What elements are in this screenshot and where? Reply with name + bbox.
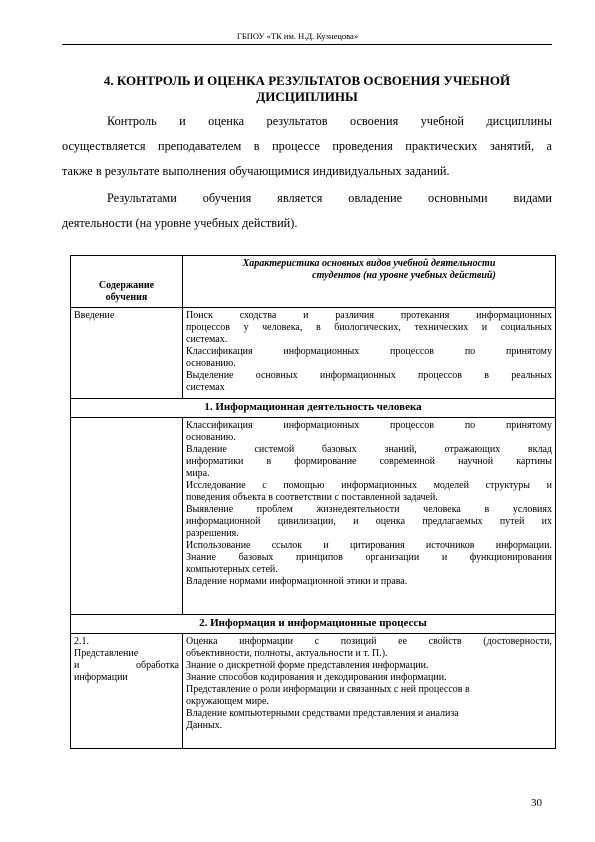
col-header-activity-line2: студентов (на уровне учебных действий)	[312, 270, 496, 281]
activity-line: системах.	[186, 334, 228, 345]
section-heading-1: 1. Информационная деятельность человека	[71, 399, 556, 418]
activity-line: мира.	[186, 468, 210, 479]
table-row	[71, 418, 556, 615]
activity-line: Выявление проблем жизнедеятельности человека в условиях	[186, 504, 552, 515]
topic-line: информации	[74, 672, 128, 683]
topic-cell: Введение	[71, 308, 183, 399]
activity-line: Поиск сходства и различия протекания информационных	[186, 310, 552, 321]
activity-line: Владение компьютерными средствами представления и анализа	[186, 708, 459, 719]
page-number: 30	[531, 797, 542, 809]
table-header-row	[71, 256, 556, 308]
activity-line: Знание о дискретной форме представления информации.	[186, 660, 429, 671]
activity-line: Владение системой базовых знаний, отражающих вклад	[186, 444, 552, 455]
col-header-activity-line1: Характеристика основных видов учебной деятельности	[242, 258, 496, 269]
paragraph-2-line2: деятельности (на уровне учебных действий).	[62, 216, 298, 230]
activity-line: Исследование с помощью информационных моделей структуры и	[186, 480, 552, 491]
section-row	[71, 615, 556, 634]
activity-cell	[183, 634, 556, 749]
col-header-activity	[183, 256, 556, 308]
activity-line: Знание способов кодирования и декодирования информации.	[186, 672, 447, 683]
activity-line: системах	[186, 382, 225, 393]
header-divider	[62, 44, 552, 45]
activity-line: основанию.	[186, 432, 236, 443]
activity-line: информатики в формирование современной научной картины	[186, 456, 552, 467]
table-row	[71, 634, 556, 749]
activity-line: Представление о роли информации и связанных с ней процессов в	[186, 684, 470, 695]
paragraph-1-line3: также в результате выполнения обучающимися индивидуальных заданий.	[62, 164, 450, 178]
section-title-line2: ДИСЦИПЛИНЫ	[256, 89, 358, 104]
activity-line: объективности, полноты, актуальности и т. П.).	[186, 648, 388, 659]
activity-line: Владение нормами информационной этики и права.	[186, 576, 408, 587]
paragraph-1-line2: осуществляется преподавателем в процессе проведения практических занятий, а	[62, 139, 552, 153]
col-header-content-line1: Содержание	[98, 280, 155, 291]
activity-line: Использование ссылок и цитирования источников информации.	[186, 540, 552, 551]
activity-line: Классификация информационных процессов по принятому	[186, 420, 552, 431]
activity-line: компьютерных сетей.	[186, 564, 278, 575]
results-table	[70, 255, 556, 749]
topic-cell	[71, 418, 183, 615]
activity-cell	[183, 418, 556, 615]
activity-line: основанию.	[186, 358, 236, 369]
activity-line: информационной цивилизации, и оценка предлагаемых путей их	[186, 516, 552, 527]
activity-line: Выделение основных информационных процессов в реальных	[186, 370, 552, 381]
paragraph-1-line1: Контроль и оценка результатов освоения учебной дисциплины	[107, 114, 552, 128]
activity-line: разрешения.	[186, 528, 239, 539]
col-header-content	[71, 256, 183, 308]
activity-line: Знание базовых принципов организации и функционирования	[186, 552, 552, 563]
topic-line: 2.1.	[74, 636, 89, 647]
paragraph-2-line1: Результатами обучения является овладение основными видами	[107, 191, 552, 205]
topic-cell	[71, 634, 183, 749]
activity-line: Данных.	[186, 720, 223, 731]
activity-line: Классификация информационных процессов по принятому	[186, 346, 552, 357]
paragraph-2	[62, 186, 552, 236]
section-title-line1: 4. КОНТРОЛЬ И ОЦЕНКА РЕЗУЛЬТАТОВ ОСВОЕНИЯ УЧЕБНОЙ	[103, 73, 511, 88]
activity-line: процессов у человека, в биологических, технических и социальных	[186, 322, 552, 333]
section-title	[62, 73, 552, 105]
table-row	[71, 308, 556, 399]
section-heading-2: 2. Информация и информационные процессы	[71, 615, 556, 634]
page-header: ГБПОУ «ТК им. Н.Д. Кузнецова»	[236, 31, 359, 41]
activity-line: Оценка информации с позиций ее свойств (достоверности,	[186, 636, 552, 647]
activity-line: поведения объекта в соответствии с поставленной задачей.	[186, 492, 438, 503]
activity-cell	[183, 308, 556, 399]
section-row	[71, 399, 556, 418]
topic-line: и обработка	[74, 660, 179, 671]
topic-line: Представление	[74, 648, 139, 659]
activity-line: окружающем мире.	[186, 696, 269, 707]
paragraph-1	[62, 109, 552, 184]
col-header-content-line2: обучения	[105, 292, 148, 303]
